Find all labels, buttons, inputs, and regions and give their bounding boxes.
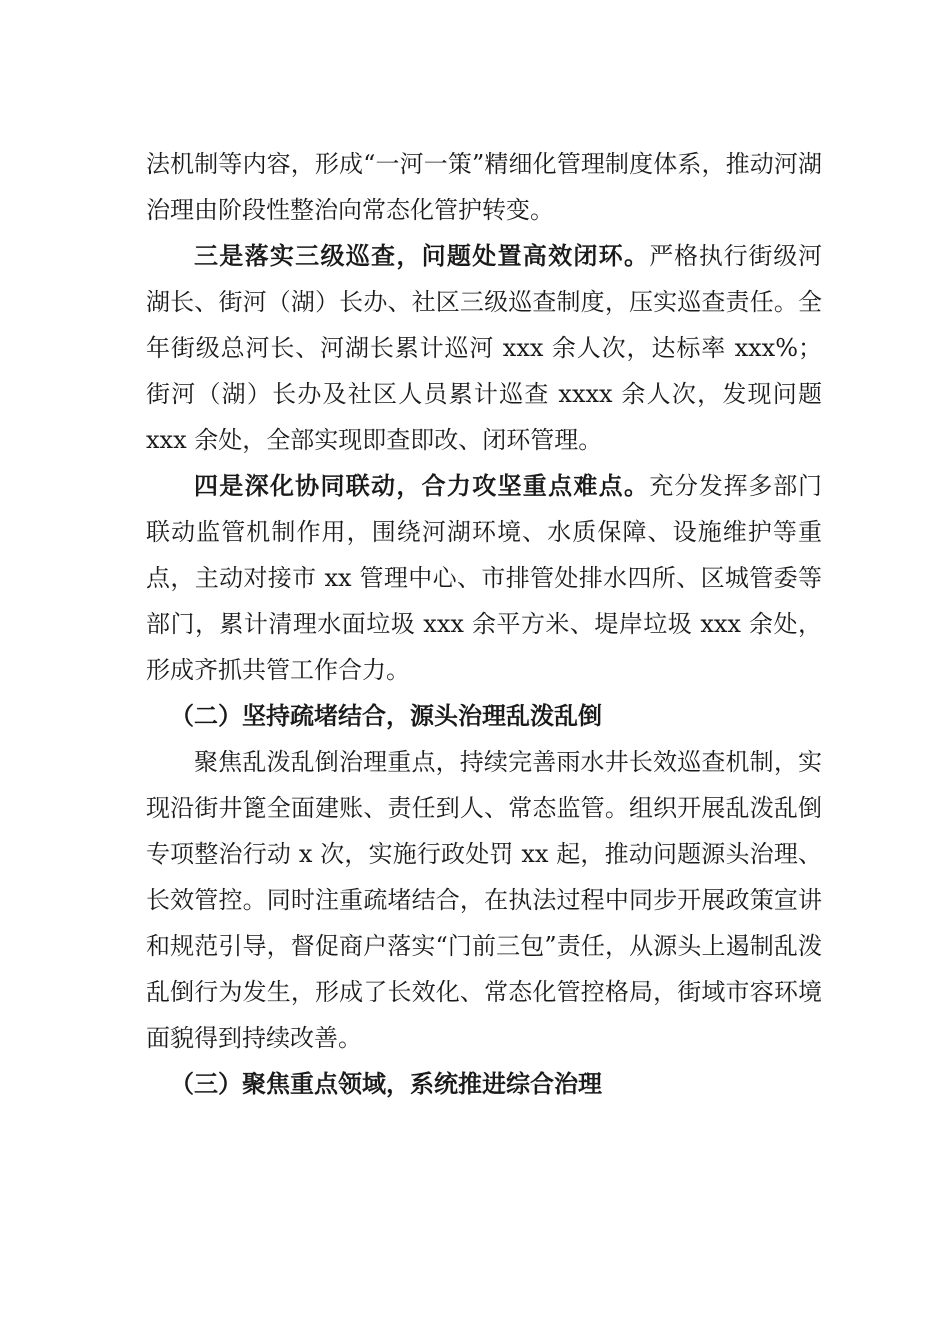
paragraph-lead: 三是落实三级巡查，问题处置高效闭环。 xyxy=(194,241,650,270)
paragraph-body: 聚焦乱泼乱倒治理重点，持续完善雨水井长效巡查机制，实现沿街井篦全面建账、责任到人、常态监管。组织开展乱泼乱倒专项整治行动 x 次，实施行政处罚 xx 起，推动问题源头治理、长效管控。同时注重疏堵结合，在执法过程中同步开展政策宣讲和规范引导，督促商户落实“门前三包”责任，从源头上遏制乱泼乱倒行为发生，形成了长效化、常态化管控格局，街域市容环境面貌得到持续改善。 xyxy=(146,748,822,1052)
paragraph-coordination xyxy=(146,463,822,693)
paragraph-body: 法机制等内容，形成“一河一策”精细化管理制度体系，推动河湖治理由阶段性整治向常态化管护转变。 xyxy=(146,150,822,224)
paragraph-body: 严格执行街级河湖长、街河（湖）长办、社区三级巡查制度，压实巡查责任。全年街级总河长、河湖长累计巡河 xxx 余人次，达标率 xxx%；街河（湖）长办及社区人员累计巡查 xxxx 余人次，发现问题 xxx 余处，全部实现即查即改、闭环管理。 xyxy=(146,242,822,454)
paragraph-lead: 四是深化协同联动，合力攻坚重点难点。 xyxy=(194,471,650,500)
paragraph-body: 充分发挥多部门联动监管机制作用，围绕河湖环境、水质保障、设施维护等重点，主动对接市 xx 管理中心、市排管处排水四所、区城管委等部门，累计清理水面垃圾 xxx 余平方米、堤岸垃圾 xxx 余处，形成齐抓共管工作合力。 xyxy=(146,472,822,684)
section-heading-2: （二）坚持疏堵结合，源头治理乱泼乱倒 xyxy=(170,701,602,730)
paragraph-dumping xyxy=(146,739,822,1061)
document-page xyxy=(146,141,822,1107)
section-heading-3: （三）聚焦重点领域，系统推进综合治理 xyxy=(170,1069,602,1098)
paragraph-continued xyxy=(146,141,822,233)
paragraph-patrol xyxy=(146,233,822,463)
